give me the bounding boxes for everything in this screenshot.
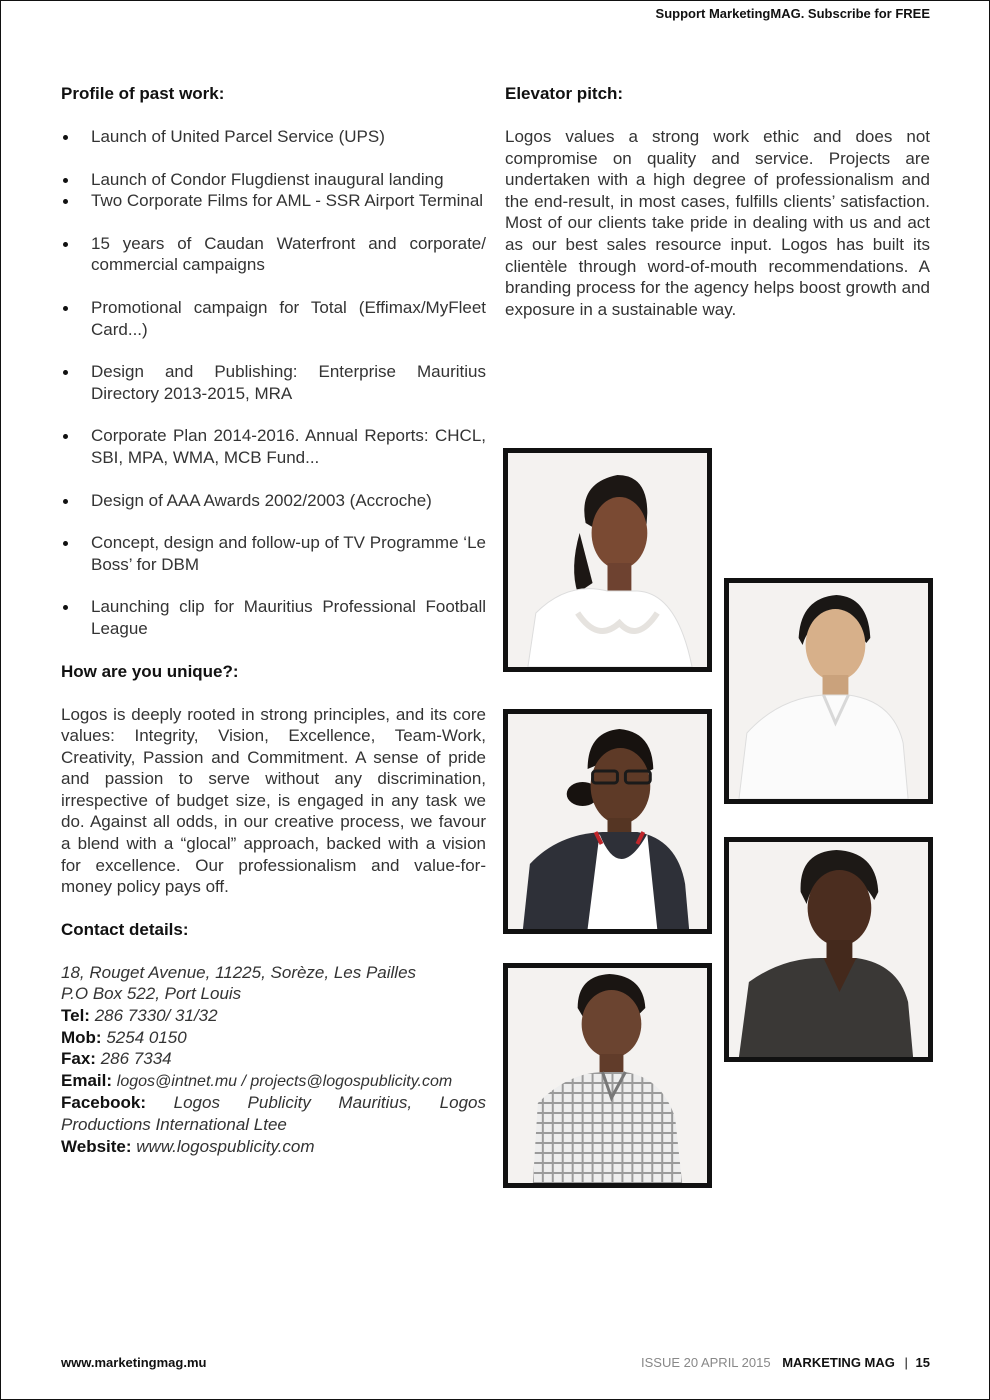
contact-block <box>61 962 486 1157</box>
issue-date: ISSUE 20 APRIL 2015 <box>640 1355 771 1370</box>
team-photo-1 <box>503 448 712 672</box>
facebook-value[interactable]: Logos Publicity Mauritius, Logos Productions International Ltee <box>61 1093 486 1134</box>
fax-row <box>61 1048 486 1070</box>
team-photo-2 <box>724 578 933 804</box>
list-item: Design of AAA Awards 2002/2003 (Accroche) <box>61 490 486 512</box>
unique-text: Logos is deeply rooted in strong principles, and its core values: Integrity, Vision, Excellence, Team-Work, Creativity, Passion and Commitment. A sense of pride and passion to serve without any discrimination, irrespective of budget size, is engaged in any task we do. Against all odds, in our creative process, we favour a blend with a “glocal” approach, backed with a vision for excellence. Our professionalism and value-for-money policy pays off. <box>61 704 486 897</box>
email-link[interactable]: logos@intnet.mu / projects@logospublicity.com <box>116 1072 453 1090</box>
list-item: Promotional campaign for Total (Effimax/MyFleet Card...) <box>61 297 486 340</box>
fax-value: 286 7334 <box>100 1049 172 1069</box>
profile-heading: Profile of past work: <box>61 84 225 103</box>
list-item: Launching clip for Mauritius Professional Football League <box>61 596 486 639</box>
subscribe-banner[interactable]: Support MarketingMAG. Subscribe for FREE <box>655 6 930 21</box>
list-item: Launch of United Parcel Service (UPS) <box>61 126 486 148</box>
website-label: Website: <box>61 1136 132 1156</box>
email-row <box>61 1070 486 1093</box>
right-column <box>505 82 930 320</box>
profile-list <box>61 126 486 640</box>
elevator-text: Logos values a strong work ethic and does not compromise on quality and service. Projects are undertaken with a high degree of professionalism and the end-result, in most cases, fulfills clients’ satisfaction. Most of our clients take pride in dealing with us and act as our best sales resource input. Logos has built its clientèle through word-of-mouth recommendations. A branding process for the agency helps boost growth and exposure in a sustainable way. <box>505 127 930 319</box>
team-photo-3 <box>503 709 712 934</box>
page-number: 15 <box>915 1355 930 1370</box>
list-item: Launch of Condor Flugdienst inaugural landing <box>61 169 486 191</box>
website-row <box>61 1136 486 1158</box>
tel-label: Tel: <box>61 1006 90 1026</box>
contact-heading: Contact details: <box>61 919 189 939</box>
address-line-1: 18, Rouget Avenue, 11225, Sorèze, Les Pailles <box>61 962 417 982</box>
magazine-name: MARKETING MAG <box>782 1355 895 1370</box>
fax-label: Fax: <box>61 1049 96 1069</box>
tel-value: 286 7330/ 31/32 <box>94 1006 218 1026</box>
portrait-man-plaid-shirt <box>508 968 707 1183</box>
list-item: Corporate Plan 2014-2016. Annual Reports: CHCL, SBI, MPA, WMA, MCB Fund... <box>61 425 486 468</box>
list-item: Concept, design and follow-up of TV Programme ‘Le Boss’ for DBM <box>61 532 486 575</box>
tel-row <box>61 1005 486 1027</box>
team-photo-4 <box>724 837 933 1062</box>
list-item: 15 years of Caudan Waterfront and corporate/ commercial campaigns <box>61 233 486 276</box>
website-link[interactable]: www.logospublicity.com <box>136 1136 315 1156</box>
portrait-woman-white-top <box>508 453 707 667</box>
list-item: Two Corporate Films for AML - SSR Airport Terminal <box>61 190 486 212</box>
team-photo-5 <box>503 963 712 1188</box>
mob-value: 5254 0150 <box>106 1027 187 1047</box>
facebook-row <box>61 1092 486 1135</box>
footer-issue-info <box>641 1355 930 1370</box>
elevator-heading: Elevator pitch: <box>505 84 624 103</box>
unique-heading: How are you unique?: <box>61 661 239 681</box>
address-line-2: P.O Box 522, Port Louis <box>61 984 242 1004</box>
footer-separator: | <box>904 1355 908 1370</box>
portrait-man-dark-tshirt <box>729 842 928 1057</box>
footer-website[interactable]: www.marketingmag.mu <box>61 1355 207 1370</box>
mob-label: Mob: <box>61 1027 102 1047</box>
left-column <box>61 82 486 1157</box>
facebook-label: Facebook: <box>61 1093 147 1113</box>
list-item: Design and Publishing: Enterprise Mauritius Directory 2013-2015, MRA <box>61 361 486 404</box>
portrait-man-white-shirt <box>729 583 928 799</box>
email-label: Email: <box>61 1070 113 1090</box>
portrait-woman-glasses <box>508 714 707 929</box>
mob-row <box>61 1027 486 1049</box>
